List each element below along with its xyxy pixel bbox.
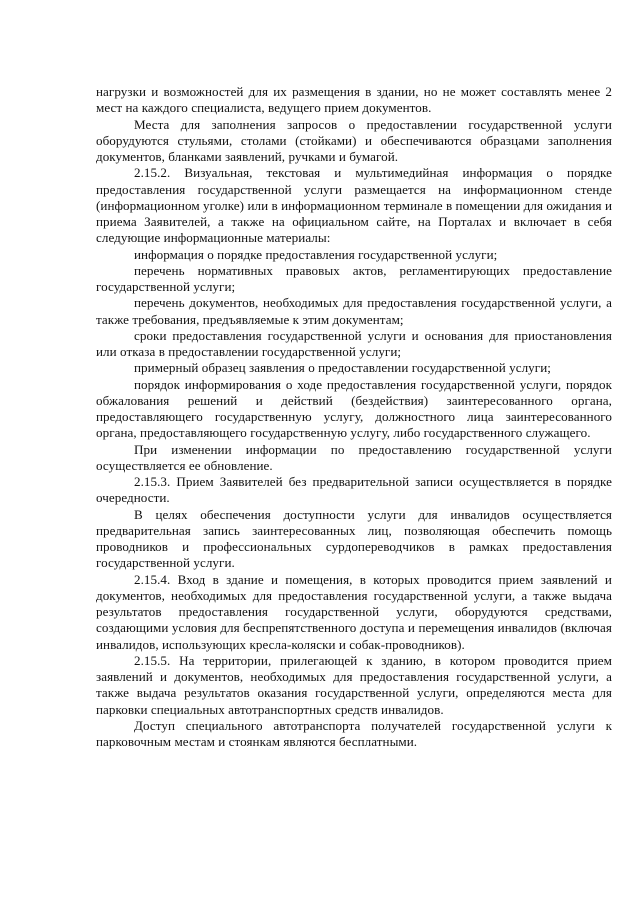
- list-item-legal-acts: перечень нормативных правовых актов, регламентирующих предоставление государственной услуги;: [96, 262, 612, 294]
- list-item-documents: перечень документов, необходимых для предоставления государственной услуги, а также требования, предъявляемые к этим документам;: [96, 295, 612, 327]
- paragraph-2-15-5: 2.15.5. На территории, прилегающей к зданию, в котором проводится прием заявлений и документов, необходимых для предоставления государственной услуги, а также выдача результатов оказания государственной услуги, определяются места для парковки специальных автотранспортных средств инвалидов.: [96, 652, 612, 717]
- paragraph-accessibility-booking: В целях обеспечения доступности услуги для инвалидов осуществляется предварительная запись заинтересованных лиц, позволяющая обеспечить помощь проводников и профессиональных сурдопереводчиков в рамках предоставления государственной услуги.: [96, 506, 612, 571]
- list-item-notification-order: порядок информирования о ходе предоставления государственной услуги, порядок обжалования решений и действий (бездействия) заинтересованного органа, предоставляющего государственную услугу, должностного лица заинтересованного органа, предоставляющего государственную услугу, либо государственного служащего.: [96, 376, 612, 441]
- paragraph-2-15-4: 2.15.4. Вход в здание и помещения, в которых проводится прием заявлений и документов, необходимых для предоставления государственной услуги, а также выдача результатов предоставления государственной услуги, оборудуются средствами, создающими условия для беспрепятственного доступа и перемещения инвалидов (включая инвалидов, использующих кресла-коляски и собак-проводников).: [96, 571, 612, 652]
- paragraph-workplaces: Места для заполнения запросов о предоставлении государственной услуги оборудуются стульями, столами (стойками) и обеспечиваются образцами заполнения документов, бланками заявлений, ручками и бумагой.: [96, 116, 612, 164]
- list-item-sample-application: примерный образец заявления о предоставлении государственной услуги;: [134, 360, 551, 376]
- list-item-terms: сроки предоставления государственной услуги и основания для приостановления или отказа в предоставлении государственной услуги;: [96, 327, 612, 359]
- paragraph-parking-access: Доступ специального автотранспорта получателей государственной услуги к парковочным местам и стоянкам являются бесплатными.: [96, 717, 612, 749]
- document-text: [96, 84, 612, 750]
- paragraph-information-update: При изменении информации по предоставлению государственной услуги осуществляется ее обновление.: [96, 441, 612, 473]
- list-item-info-order: информация о порядке предоставления государственной услуги;: [134, 246, 498, 262]
- paragraph-continuation: нагрузки и возможностей для их размещения в здании, но не может составлять менее 2 мест на каждого специалиста, ведущего прием документов.: [96, 84, 612, 116]
- paragraph-2-15-3: 2.15.3. Прием Заявителей без предварительной записи осуществляется в порядке очередности.: [96, 474, 612, 506]
- paragraph-2-15-2: 2.15.2. Визуальная, текстовая и мультимедийная информация о порядке предоставления государственной услуги размещается на информационном стенде (информационном уголке) или в информационном терминале в помещении для ожидания и приема Заявителей, а также на официальном сайте, на Порталах и включает в себя следующие информационные материалы:: [96, 165, 612, 246]
